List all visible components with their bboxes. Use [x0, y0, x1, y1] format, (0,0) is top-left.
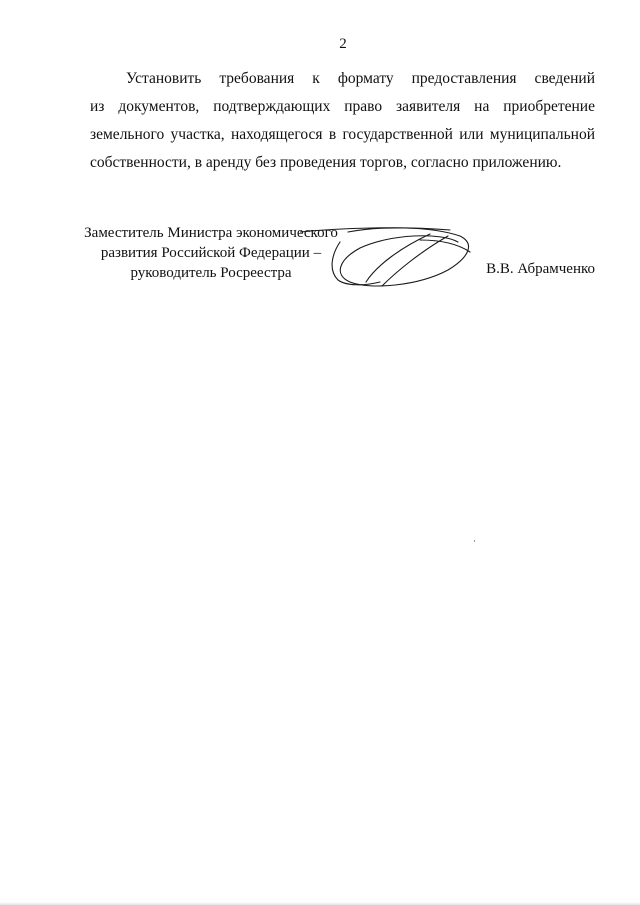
paragraph-line: земельного участка, находящегося в государственной или муниципальной	[90, 126, 595, 143]
paragraph-line: собственности, в аренду без проведения торгов, согласно приложению.	[90, 154, 562, 171]
handwritten-signature	[300, 222, 475, 290]
position-line: развития Российской Федерации –	[100, 245, 322, 261]
position-line: руководитель Росреестра	[130, 265, 292, 281]
position-line: Заместитель Министра экономического	[84, 225, 338, 241]
signatory-name: В.В. Абрамченко	[486, 261, 595, 277]
order-paragraph	[90, 65, 595, 177]
paragraph-line: из документов, подтверждающих право заявителя на приобретение	[90, 98, 595, 115]
paragraph-line: Установить требования к формату предоставления сведений	[126, 70, 595, 87]
scan-artifact	[474, 540, 475, 542]
page-number: 2	[339, 36, 347, 52]
